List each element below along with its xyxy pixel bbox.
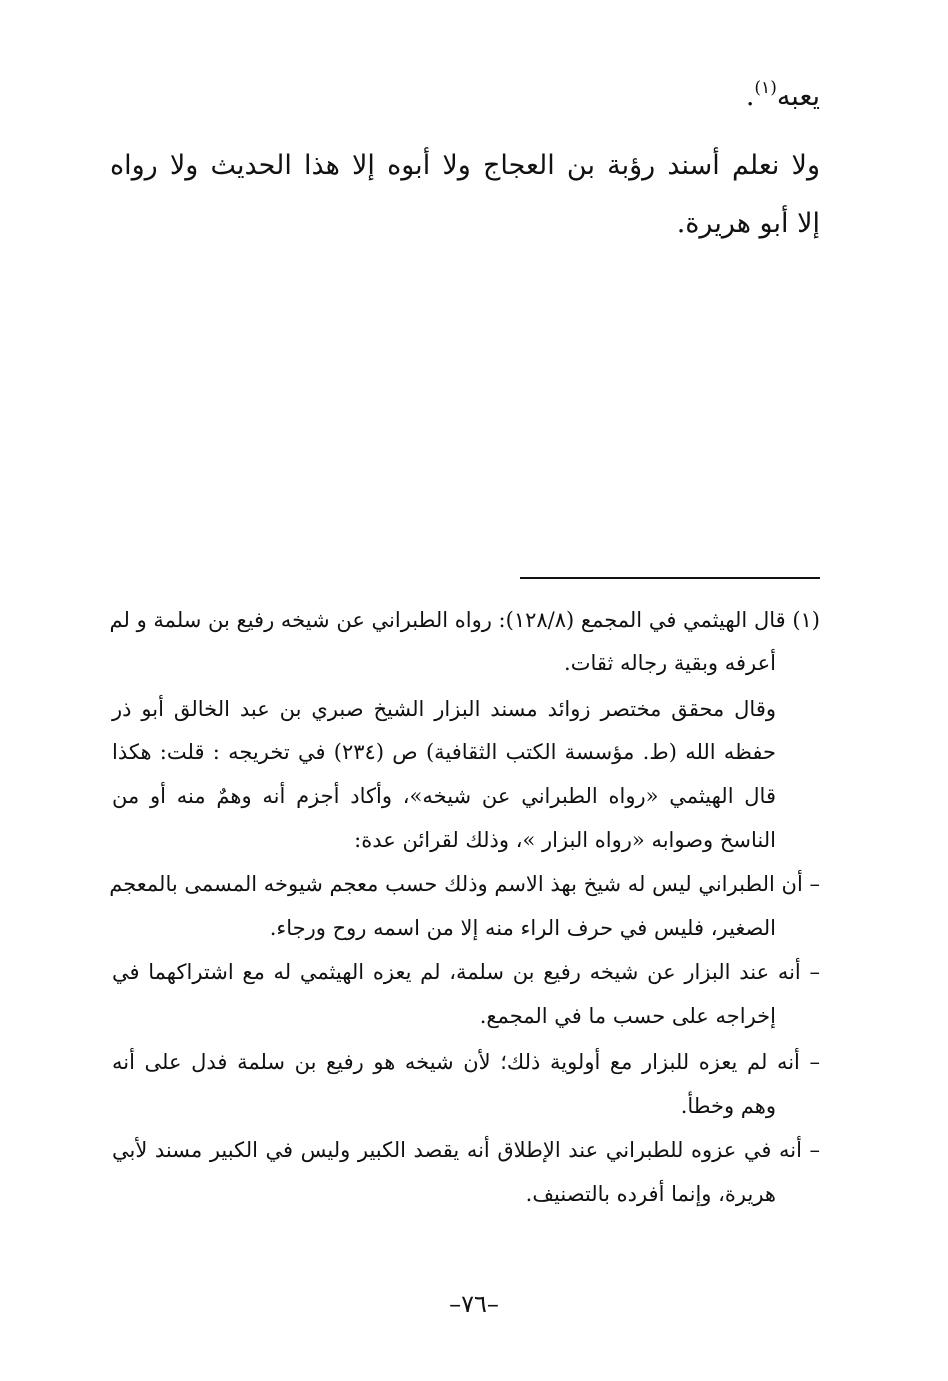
footnote-line-11: – أنه لم يعزه للبزار مع أولوية ذلك؛ لأن شيخه هو رفيع بن سلمة فدل على أنه <box>112 1050 820 1074</box>
footnote-line-10: إخراجه على حسب ما في المجمع. <box>479 1004 776 1028</box>
footnote-line-12: وهم وخطأ. <box>680 1094 776 1118</box>
footnote-line-13: – أنه في عزوه للطبراني عند الإطلاق أنه يقصد الكبير وليس في الكبير مسند لأبي <box>112 1138 820 1162</box>
footnote-line-1: (١) قال الهيثمي في المجمع (١٢٨/٨): رواه الطبراني عن شيخه رفيع بن سلمة و لم <box>109 608 820 632</box>
opening-word: يعبه <box>776 81 820 112</box>
footnote-line-9: – أنه عند البزار عن شيخه رفيع بن سلمة، لم يعزه الهيثمي له مع اشتراكهما في <box>112 960 820 984</box>
opening-end: . <box>745 81 755 112</box>
footnote-line-14: هريرة، وإنما أفرده بالتصنيف. <box>525 1182 776 1206</box>
opening-line <box>746 78 820 112</box>
footnote-ref: (١) <box>754 78 777 98</box>
footnote-line-2: أعرفه وبقية رجاله ثقات. <box>564 651 776 675</box>
paragraph-line-1: ولا نعلم أسند رؤبة بن العجاج ولا أبوه إلا هذا الحديث ولا رواه <box>110 150 820 181</box>
footnote-separator <box>520 577 820 579</box>
paragraph-line-2: إلا أبو هريرة. <box>676 208 820 239</box>
footnote-line-5: قال الهيثمي «رواه الطبراني عن شيخه»، وأكاد أجزم أنه وهمٌ منه أو من <box>112 784 776 808</box>
footnote-line-8: الصغير، فليس في حرف الراء منه إلا من اسمه روح ورجاء. <box>269 916 776 940</box>
page-number: –٧٦– <box>449 1290 499 1318</box>
footnote-line-4: حفظه الله (ط. مؤسسة الكتب الثقافية) ص (٢٣٤) في تخريجه : قلت: هكذا <box>112 740 776 764</box>
footnote-line-7: – أن الطبراني ليس له شيخ بهذ الاسم وذلك حسب معجم شيوخه المسمى بالمعجم <box>109 872 820 896</box>
footnote-line-6: الناسخ وصوابه «رواه البزار »، وذلك لقرائن عدة: <box>354 828 776 852</box>
footnote-line-3: وقال محقق مختصر زوائد مسند البزار الشيخ صبري بن عبد الخالق أبو ذر <box>112 697 776 721</box>
